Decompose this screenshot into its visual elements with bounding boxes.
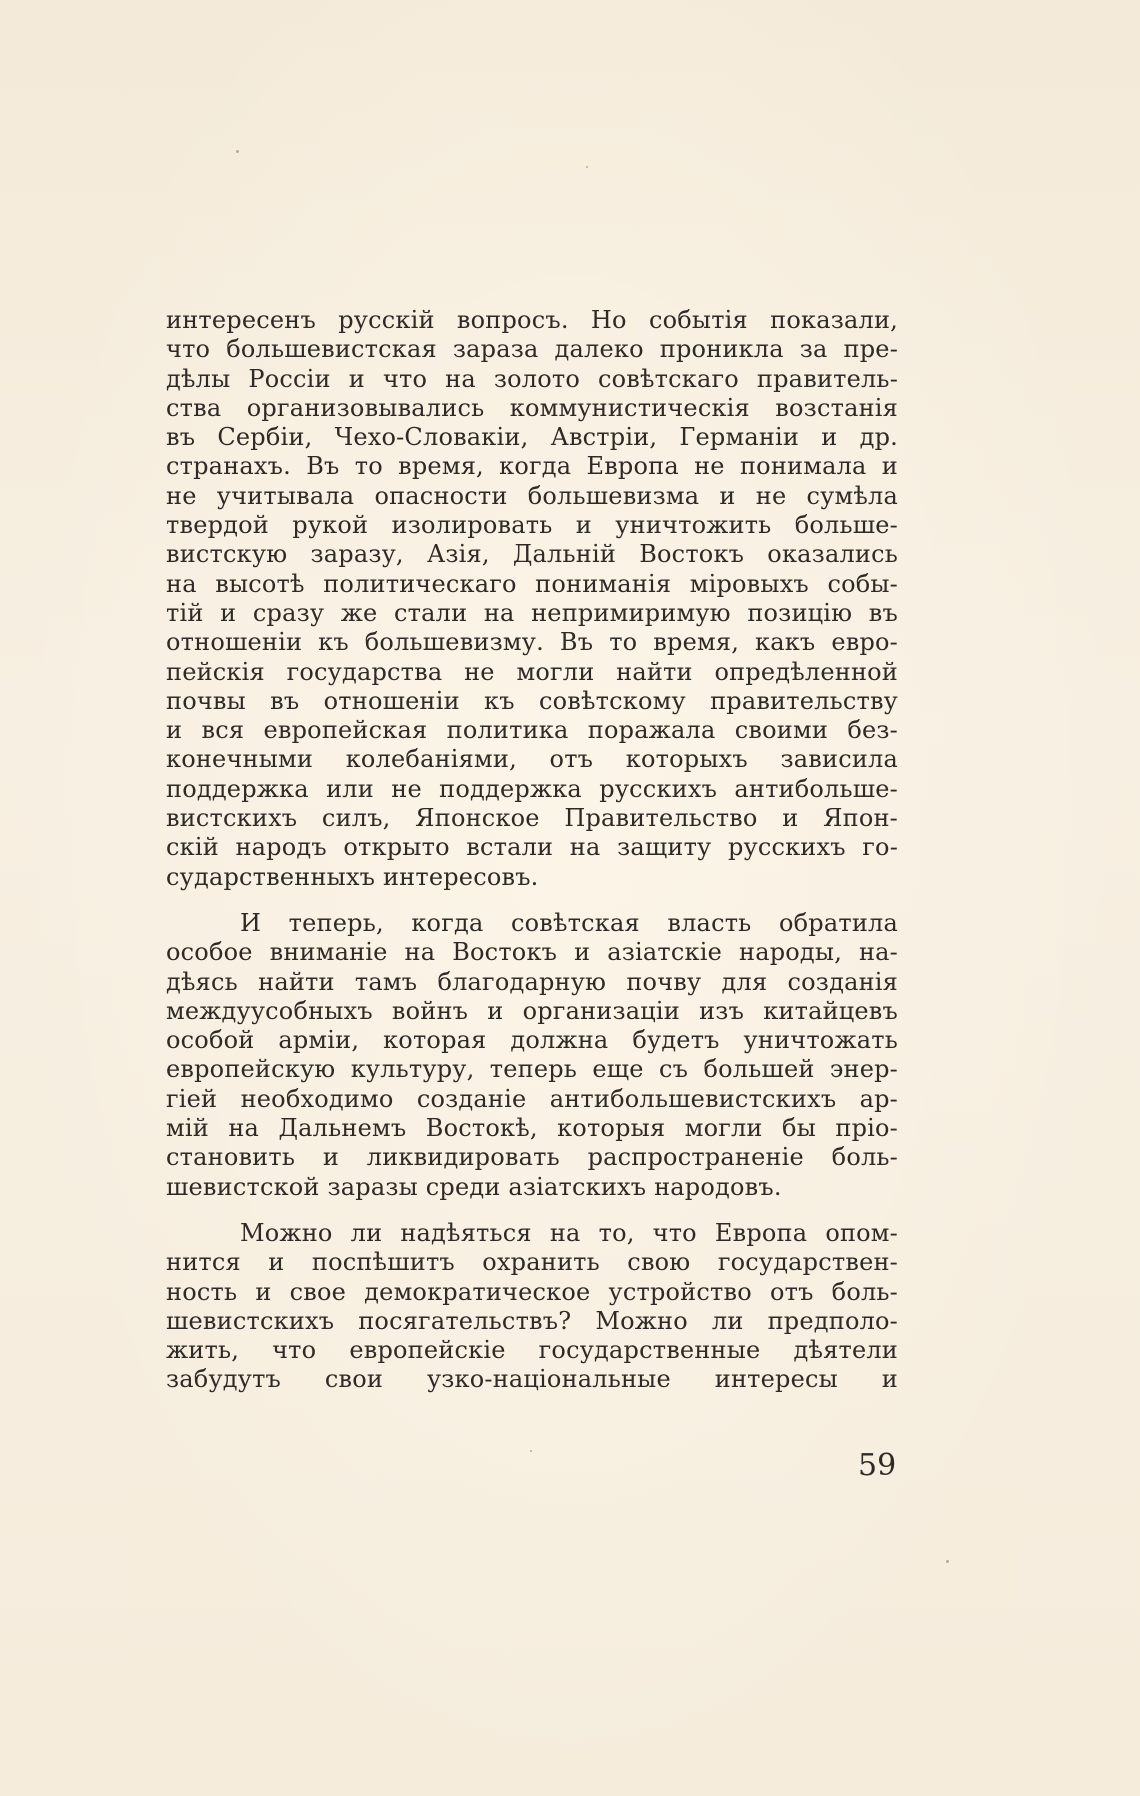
paper-speck <box>530 1450 532 1452</box>
text-line: И теперь, когда совѣтская власть обратила <box>240 908 898 937</box>
text-line: конечными колебаніями, отъ которыхъ зависила <box>166 745 898 774</box>
text-line: забудутъ свои узко-національные интересы и <box>166 1365 898 1394</box>
text-line: интересенъ русскій вопросъ. Но событія показали, <box>166 306 898 334</box>
paragraph <box>166 1219 898 1395</box>
text-line: шевистской заразы среди азіатскихъ народовъ. <box>166 1172 782 1201</box>
text-line: вистскихъ силъ, Японское Правительство и Япон- <box>166 804 898 833</box>
text-line: поддержка или не поддержка русскихъ антибольше- <box>166 774 898 803</box>
text-line: не учитывала опасности большевизма и не сумѣла <box>166 481 898 510</box>
paper-speck <box>946 1560 949 1563</box>
text-line: нится и поспѣшитъ охранить свою государствен- <box>166 1248 898 1277</box>
paragraph-gap <box>166 1202 898 1219</box>
text-line: дѣлы Россіи и что на золото совѣтскаго правитель- <box>166 364 898 393</box>
text-line: твердой рукой изолировать и уничтожить больше- <box>166 511 898 540</box>
text-line: междуусобныхъ войнъ и организаціи изъ китайцевъ <box>166 996 898 1025</box>
paragraph <box>166 909 898 1202</box>
text-line: ность и свое демократическое устройство отъ боль- <box>166 1277 898 1306</box>
text-line: почвы въ отношеніи къ совѣтскому правительству <box>166 686 898 715</box>
paper-speck <box>586 166 588 168</box>
text-line: вистскую заразу, Азія, Дальній Востокъ оказались <box>166 540 898 569</box>
body-text <box>166 306 898 1395</box>
text-line: странахъ. Въ то время, когда Европа не понимала и <box>166 452 898 481</box>
text-line: особое вниманіе на Востокъ и азіатскіе народы, на- <box>166 938 898 967</box>
text-line: дѣясь найти тамъ благодарную почву для созданія <box>166 967 898 996</box>
text-line: ства организовывались коммунистическія возстанія <box>166 393 898 422</box>
text-line: особой арміи, которая должна будетъ уничтожать <box>166 1026 898 1055</box>
page-number: 59 <box>858 1448 897 1483</box>
text-line: сударственныхъ интересовъ. <box>166 862 539 891</box>
text-line: въ Сербіи, Чехо-Словакіи, Австріи, Германіи и др. <box>166 423 898 452</box>
text-line: шевистскихъ посягательствъ? Можно ли предполо- <box>166 1306 898 1335</box>
text-line: европейскую культуру, теперь еще съ большей энер- <box>166 1055 898 1084</box>
paper-speck <box>236 150 239 153</box>
text-line: скій народъ открыто встали на защиту русскихъ го- <box>166 833 898 862</box>
text-line: жить, что европейскіе государственные дѣятели <box>166 1336 898 1365</box>
text-line: гіей необходимо созданіе антибольшевистскихъ ар- <box>166 1084 898 1113</box>
text-line: Можно ли надѣяться на то, что Европа опом- <box>240 1218 898 1247</box>
text-line: мій на Дальнемъ Востокѣ, которыя могли бы пріо- <box>166 1114 898 1143</box>
text-line: пейскія государства не могли найти опредѣленной <box>166 657 898 686</box>
text-line: тій и сразу же стали на непримиримую позицію въ <box>166 598 898 627</box>
text-line: отношеніи къ большевизму. Въ то время, какъ евро- <box>166 628 898 657</box>
text-line: что большевистская зараза далеко проникла за пре- <box>166 335 898 364</box>
text-line: на высотѣ политическаго пониманія міровыхъ собы- <box>166 569 898 598</box>
paragraph-gap <box>166 892 898 909</box>
text-line: становить и ликвидировать распространеніе боль- <box>166 1143 898 1172</box>
paragraph <box>166 306 898 892</box>
text-line: и вся европейская политика поражала своими без- <box>166 716 898 745</box>
